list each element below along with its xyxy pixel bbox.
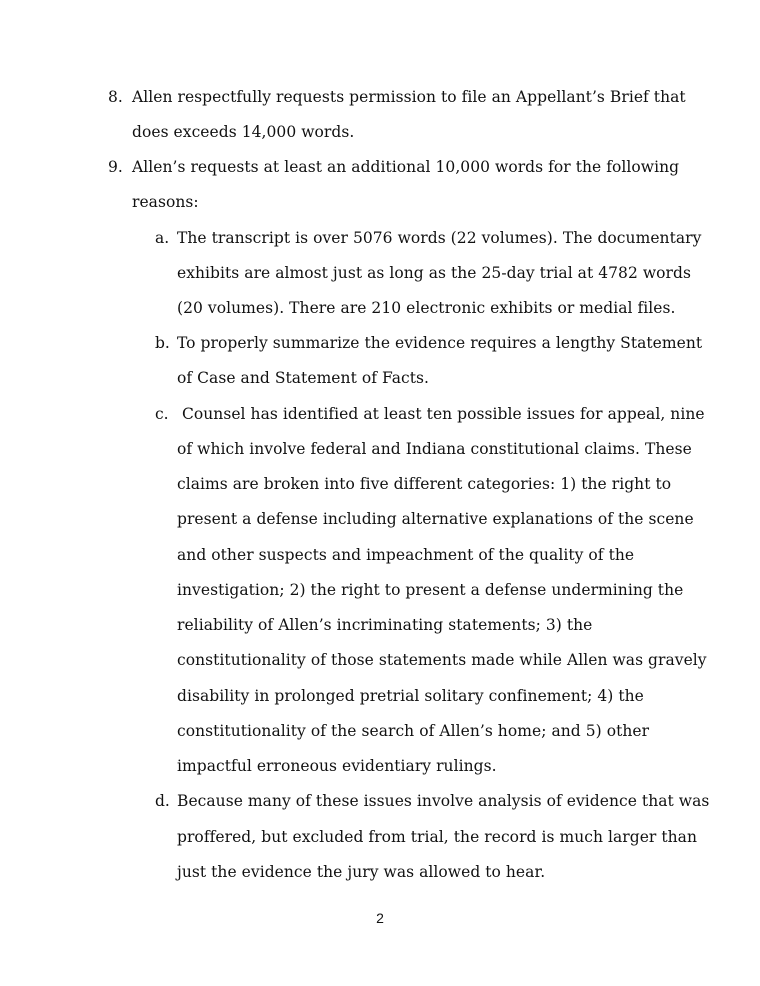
subitem-c-line-7: reliability of Allen’s incriminating statements; 3) the [177,616,593,634]
subitem-c-line-2: of which involve federal and Indiana constitutional claims. These [177,440,692,458]
subitem-b-line-1: To properly summarize the evidence requires a lengthy Statement [177,334,703,352]
item-8-line-1: Allen respectfully requests permission to file an Appellant’s Brief that [132,88,686,106]
subitem-d-line-1: Because many of these issues involve analysis of evidence that was [177,792,710,810]
subitem-b-marker: b. [155,334,170,352]
page-number: 2 [376,910,384,926]
item-8-line-2: does exceeds 14,000 words. [132,123,355,141]
subitem-c-line-6: investigation; 2) the right to present a defense undermining the [177,581,684,599]
item-9-line-1: Allen’s requests at least an additional 10,000 words for the following [132,158,680,176]
subitem-c-line-11: impactful erroneous evidentiary rulings. [177,757,497,775]
subitem-b-line-2: of Case and Statement of Facts. [177,369,430,387]
subitem-c-line-3: claims are broken into five different categories: 1) the right to [177,475,672,493]
item-9-line-2: reasons: [132,193,199,211]
subitem-d-line-3: just the evidence the jury was allowed to hear. [177,863,546,881]
subitem-d-line-2: proffered, but excluded from trial, the record is much larger than [177,828,698,846]
item-9-marker: 9. [108,158,123,176]
subitem-a-line-2: exhibits are almost just as long as the 25-day trial at 4782 words [177,264,691,282]
item-8-marker: 8. [108,88,123,106]
subitem-c-marker: c. [155,405,169,423]
subitem-c-line-10: constitutionality of the search of Allen’s home; and 5) other [177,722,650,740]
subitem-a-line-3: (20 volumes). There are 210 electronic exhibits or medial files. [177,299,676,317]
subitem-a-line-1: The transcript is over 5076 words (22 volumes). The documentary [177,229,702,247]
subitem-c-line-9: disability in prolonged pretrial solitary confinement; 4) the [177,687,644,705]
subitem-d-marker: d. [155,792,170,810]
subitem-c-line-8: constitutionality of those statements made while Allen was gravely [177,651,707,669]
subitem-c-line-4: present a defense including alternative explanations of the scene [177,510,694,528]
subitem-a-marker: a. [155,229,170,247]
subitem-c-line-1: Counsel has identified at least ten possible issues for appeal, nine [177,405,705,423]
subitem-c-line-5: and other suspects and impeachment of the quality of the [177,546,635,564]
